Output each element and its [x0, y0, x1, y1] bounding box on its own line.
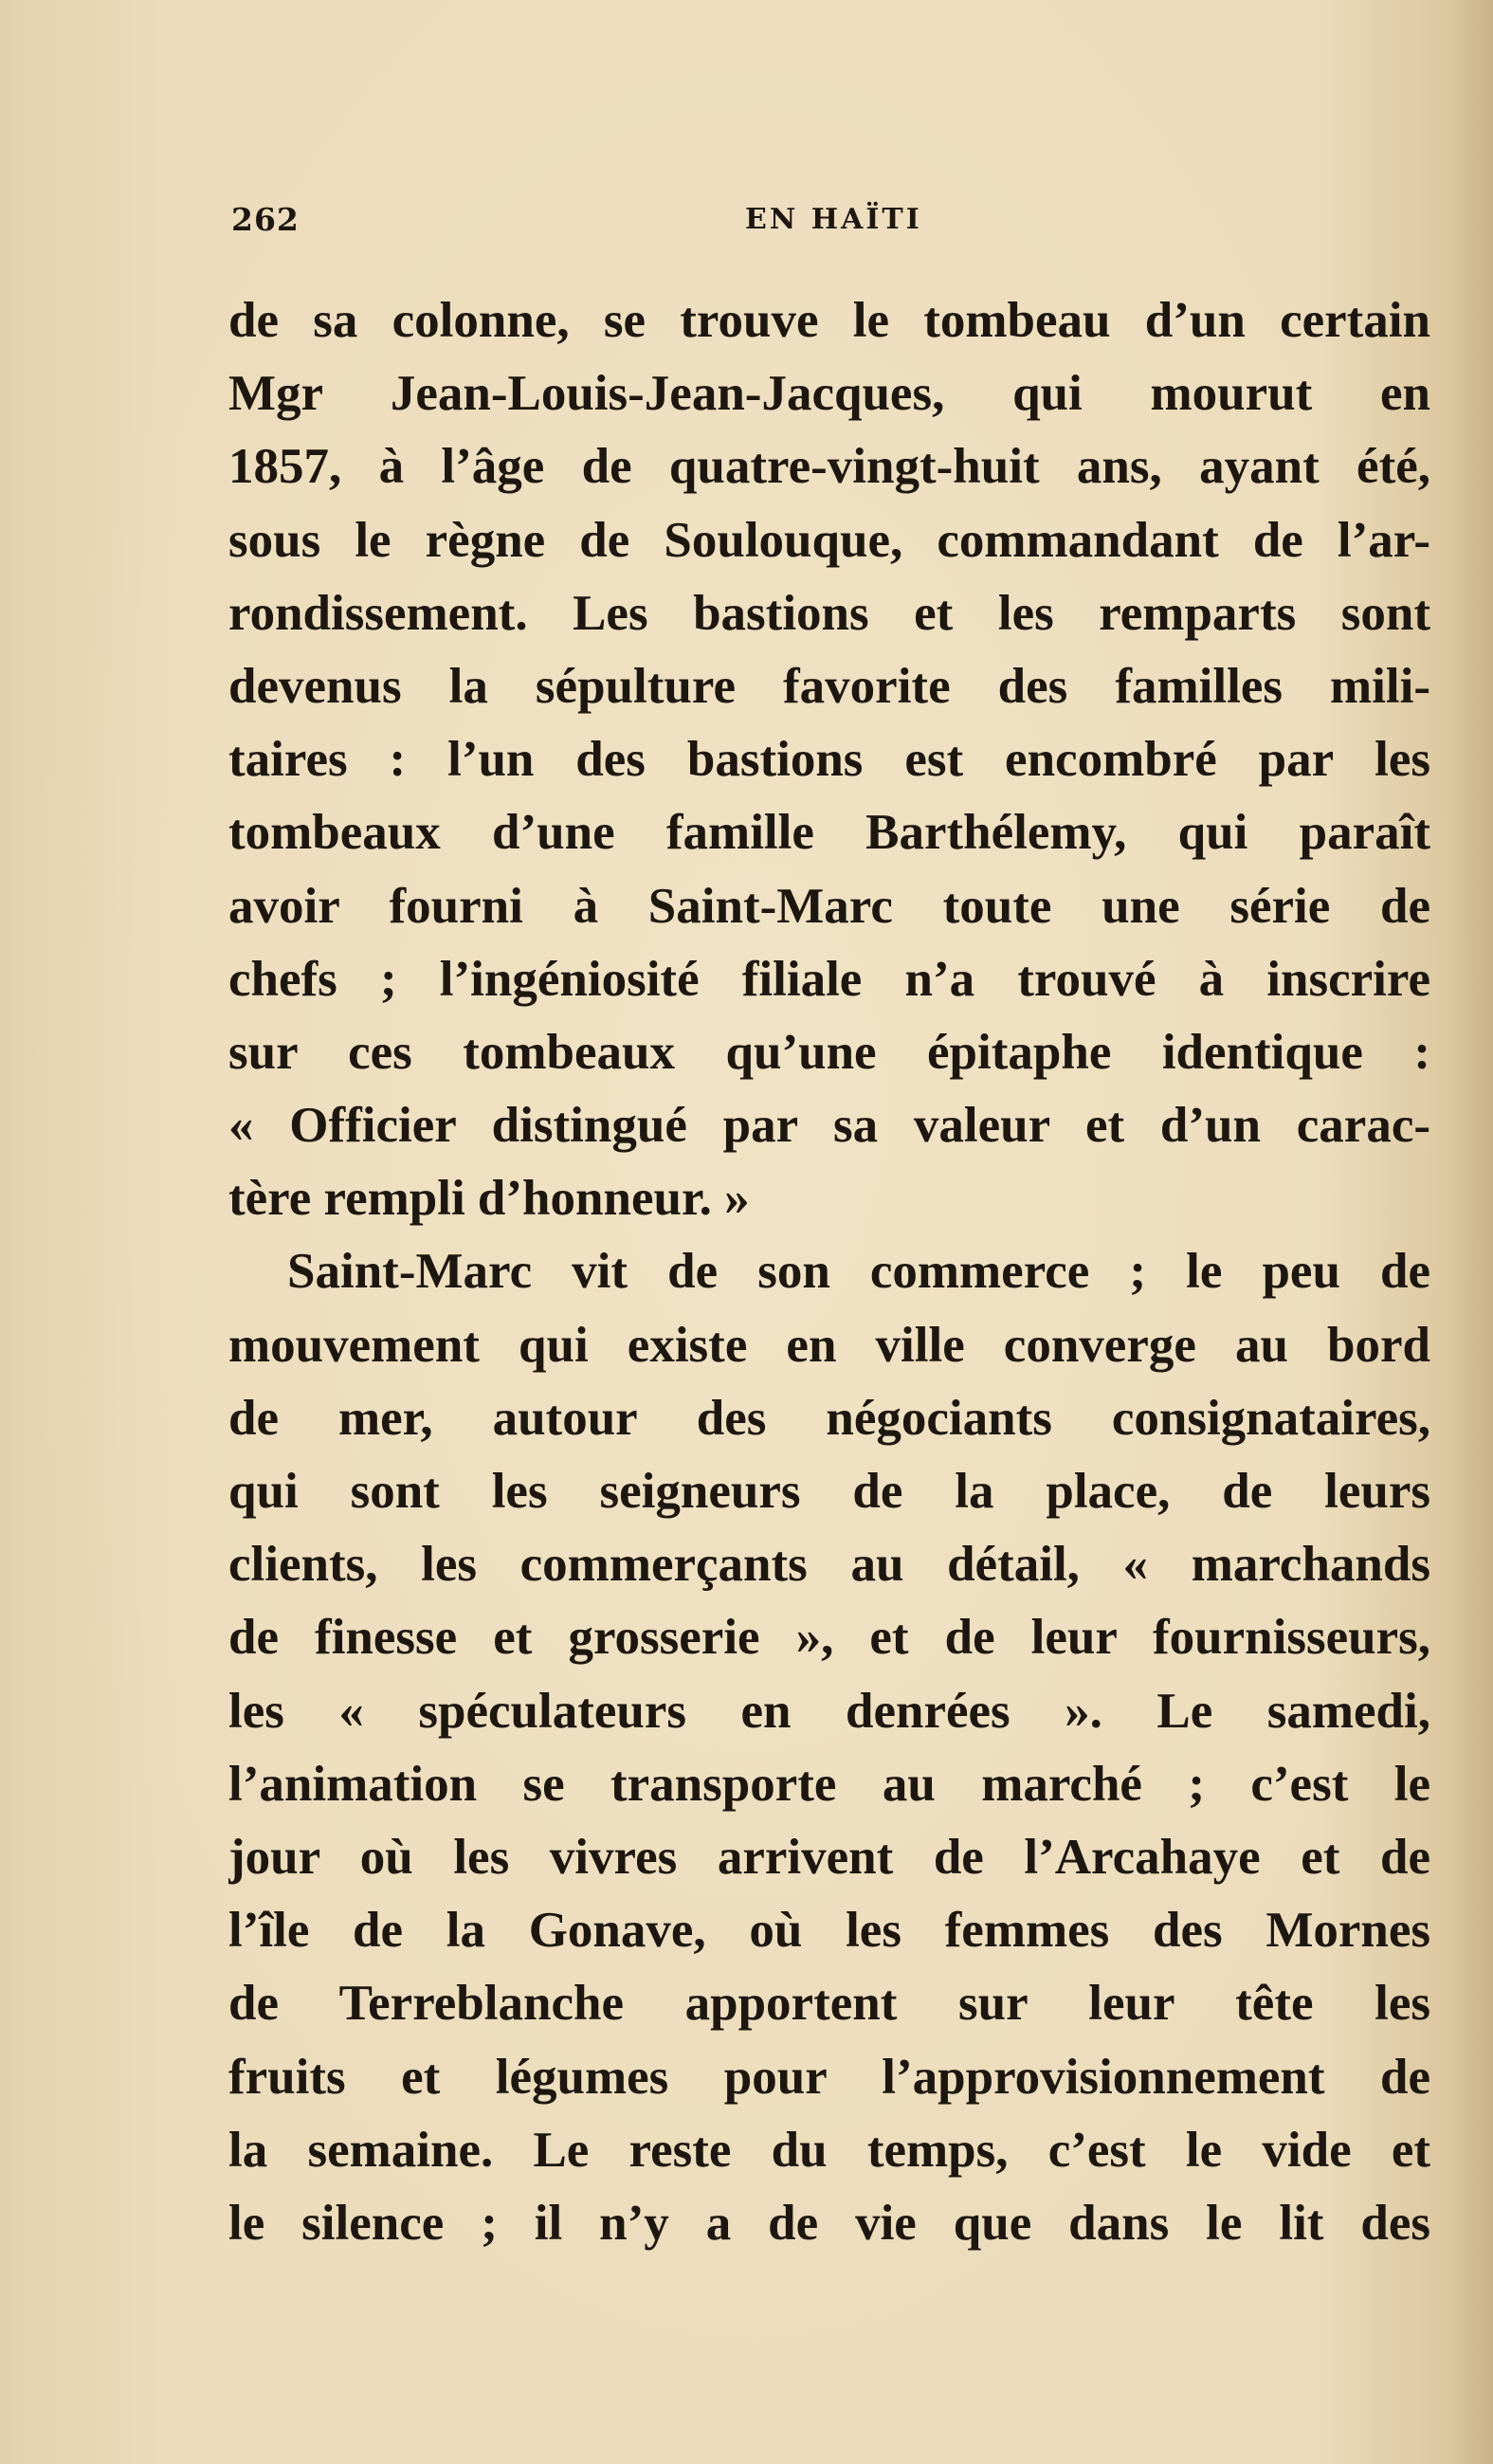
text-line: sous le règne de Soulouque, commandant de l’ar- — [228, 512, 1430, 568]
text-line: de sa colonne, se trouve le tombeau d’un certain — [228, 293, 1430, 348]
text-line: clients, les commerçants au détail, « marchands — [228, 1537, 1430, 1593]
text-line: de mer, autour des négociants consignataires, — [228, 1390, 1430, 1446]
text-line: Mgr Jean-Louis-Jean-Jacques, qui mourut en — [228, 366, 1430, 422]
page-number: 262 — [231, 201, 300, 238]
text-line: les « spéculateurs en denrées ». Le samedi, — [228, 1683, 1430, 1739]
text-line: qui sont les seigneurs de la place, de leurs — [228, 1464, 1430, 1519]
text-line: le silence ; il n’y a de vie que dans le lit des — [228, 2195, 1430, 2251]
text-line-paragraph-end: tère rempli d’honneur. » — [228, 1171, 750, 1227]
text-line: tombeaux d’une famille Barthélemy, qui paraît — [228, 805, 1430, 861]
text-line: jour où les vivres arrivent de l’Arcahaye et de — [228, 1829, 1430, 1885]
text-line-paragraph-start: Saint-Marc vit de son commerce ; le peu de — [287, 1244, 1430, 1300]
text-line: sur ces tombeaux qu’une épitaphe identique : — [228, 1024, 1430, 1080]
running-head: EN HAÏTI — [745, 203, 922, 236]
text-line: la semaine. Le reste du temps, c’est le vide et — [228, 2122, 1430, 2178]
text-line: devenus la sépulture favorite des familles mili- — [228, 658, 1430, 714]
text-line: rondissement. Les bastions et les remparts sont — [228, 585, 1430, 641]
body-text — [228, 284, 1430, 2260]
text-line: 1857, à l’âge de quatre-vingt-huit ans, ayant été, — [228, 439, 1430, 495]
text-line: de finesse et grosserie », et de leur fournisseurs, — [228, 1610, 1430, 1666]
text-line: l’animation se transporte au marché ; c’est le — [228, 1756, 1430, 1812]
text-line: chefs ; l’ingéniosité filiale n’a trouvé à inscrire — [228, 951, 1430, 1007]
text-line: fruits et légumes pour l’approvisionnement de — [228, 2049, 1430, 2105]
text-line: de Terreblanche apportent sur leur tête les — [228, 1976, 1430, 2032]
text-line: « Officier distingué par sa valeur et d’un carac- — [228, 1098, 1430, 1154]
page-header — [226, 195, 1278, 252]
text-line: avoir fourni à Saint-Marc toute une série de — [228, 878, 1430, 934]
text-line: l’île de la Gonave, où les femmes des Mornes — [228, 1903, 1430, 1959]
text-line: mouvement qui existe en ville converge au bord — [228, 1317, 1430, 1373]
text-line: taires : l’un des bastions est encombré par les — [228, 732, 1430, 788]
